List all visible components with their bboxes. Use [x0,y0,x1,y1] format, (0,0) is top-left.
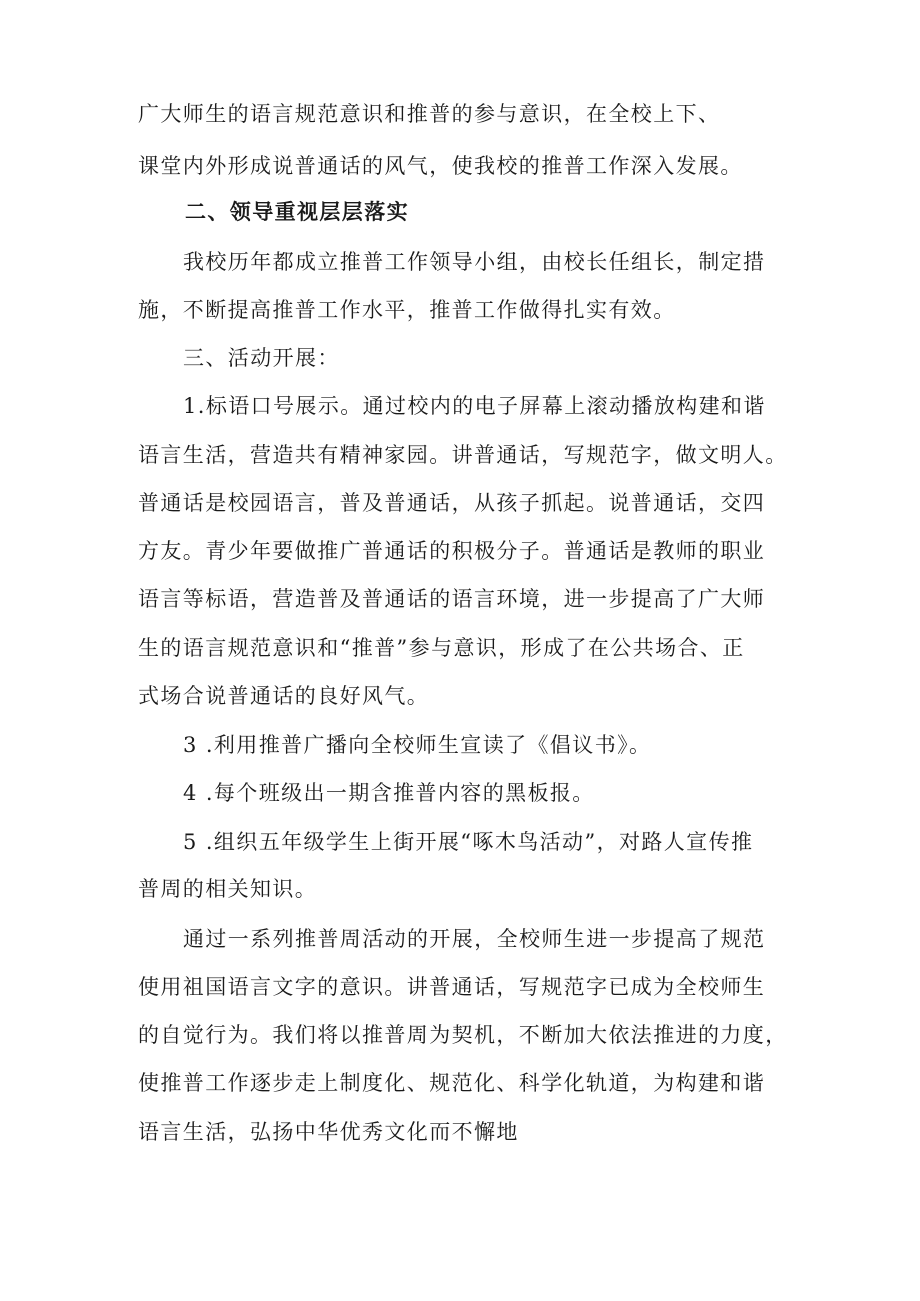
list-item-5-line-2: 普周的相关知识。 [138,877,318,901]
list-item-1-line-1: 1.标语口号展示。通过校内的电子屏幕上滚动播放构建和谐 [183,394,766,418]
conclusion-line-2: 使用祖国语言文字的意识。讲普通话，写规范字已成为全校师生 [138,975,766,999]
section-heading-3: 三、活动开展： [183,346,340,370]
list-item-1-line-5: 语言等标语，营造普及普通话的语言环境，进一步提高了广大师 [138,587,766,611]
conclusion-line-4: 使推普工作逐步走上制度化、规范化、科学化轨道，为构建和谐 [138,1071,766,1095]
text-line-4: 施，不断提高推普工作水平，推普工作做得扎实有效。 [138,298,676,322]
list-item-1-line-2: 语言生活，营造共有精神家园。讲普通话，写规范字，做文明人。 [138,443,788,467]
text-line-1: 广大师生的语言规范意识和推普的参与意识，在全校上下、 [138,102,721,126]
list-item-3: 3 .利用推普广播向全校师生宣读了《倡议书》。 [183,733,652,757]
conclusion-line-5: 语言生活，弘扬中华优秀文化而不懈地 [138,1120,519,1144]
section-heading-2: 二、领导重视层层落实 [185,200,409,224]
conclusion-line-3: 的自觉行为。我们将以推普周为契机，不断加大依法推进的力度， [138,1023,788,1047]
text-line-2: 课堂内外形成说普通话的风气，使我校的推普工作深入发展。 [138,154,743,178]
list-item-1-line-4: 方友。青少年要做推广普通话的积极分子。普通话是教师的职业 [138,539,766,563]
conclusion-line-1: 通过一系列推普周活动的开展，全校师生进一步提高了规范 [183,927,766,951]
list-item-5-line-1: 5 .组织五年级学生上街开展“啄木鸟活动”，对路人宣传推 [183,830,754,854]
list-item-4: 4 .每个班级出一期含推普内容的黑板报。 [183,781,595,805]
list-item-1-line-6: 生的语言规范意识和“推普”参与意识，形成了在公共场合、正 [138,636,745,660]
text-line-3: 我校历年都成立推普工作领导小组，由校长任组长，制定措 [183,250,766,274]
list-item-1-line-3: 普通话是校园语言，普及普通话，从孩子抓起。说普通话，交四 [138,491,766,515]
list-item-1-line-7: 式场合说普通话的良好风气。 [138,684,430,708]
